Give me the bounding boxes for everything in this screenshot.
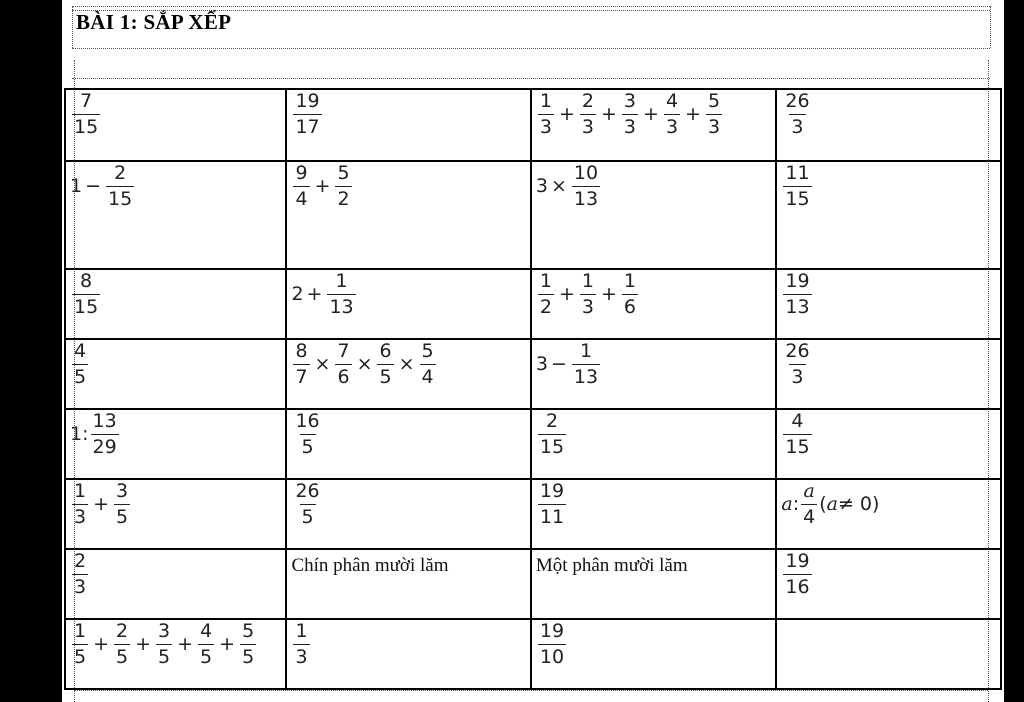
fraction-numerator: 5 — [421, 340, 434, 362]
fraction-numerator: 26 — [295, 480, 320, 502]
fraction — [72, 622, 88, 667]
fraction — [72, 482, 88, 527]
fraction-numerator: 9 — [295, 162, 308, 184]
fraction-denominator: 5 — [158, 646, 171, 668]
fraction — [706, 92, 722, 137]
math-expression — [781, 342, 813, 387]
math-expression — [536, 622, 568, 667]
table-cell — [776, 619, 1001, 689]
fraction-numerator: 4 — [74, 340, 87, 362]
fraction-numerator: 2 — [74, 550, 87, 572]
fraction-denominator: 15 — [108, 188, 133, 210]
math-operator: + — [643, 103, 659, 125]
fraction-numerator: 1 — [74, 620, 87, 642]
fraction — [293, 92, 321, 137]
fraction-numerator: 3 — [116, 480, 129, 502]
fraction — [106, 164, 134, 209]
math-expression — [781, 272, 813, 317]
fraction-denominator: 3 — [623, 116, 637, 138]
fraction-denominator: 13 — [329, 296, 354, 318]
fraction-numerator: 19 — [295, 90, 320, 112]
table-row — [65, 269, 1001, 339]
fraction — [156, 622, 172, 667]
math-operator: + — [219, 633, 236, 655]
math-expression — [536, 272, 640, 317]
table-cell — [286, 339, 530, 409]
table-cell — [65, 479, 286, 549]
fraction — [293, 342, 309, 387]
fraction-numerator: 26 — [785, 90, 810, 112]
fraction-numerator: 4 — [791, 410, 804, 432]
fraction — [327, 272, 355, 317]
math-expression — [536, 342, 602, 387]
fraction — [420, 342, 436, 387]
math-operator: + — [93, 633, 110, 655]
math-term: ( — [819, 493, 827, 515]
fraction-denominator: 17 — [295, 116, 320, 138]
table-border-bottom — [74, 690, 988, 691]
fraction — [72, 552, 88, 597]
fraction — [580, 92, 596, 137]
table-cell — [65, 339, 286, 409]
fraction-numerator: 2 — [545, 410, 559, 432]
fraction-numerator: 1 — [623, 270, 637, 292]
fraction-denominator: 3 — [791, 116, 804, 138]
fraction-denominator: 4 — [803, 506, 816, 528]
fraction — [293, 412, 321, 457]
math-expression — [536, 92, 724, 137]
fraction-denominator: 11 — [539, 506, 565, 528]
math-operator: × — [314, 353, 331, 375]
table-cell — [776, 339, 1001, 409]
fraction-numerator: 4 — [200, 620, 213, 642]
math-operator: + — [601, 283, 617, 305]
table-cell — [286, 269, 530, 339]
table-row — [65, 339, 1001, 409]
fraction — [783, 342, 811, 387]
table-cell — [776, 269, 1001, 339]
math-term: 2 — [291, 283, 304, 305]
fraction-numerator: 11 — [785, 162, 810, 184]
fraction — [114, 482, 130, 527]
fraction-numerator: 6 — [379, 340, 392, 362]
math-operator: + — [177, 633, 194, 655]
fraction-denominator: 7 — [295, 366, 308, 388]
math-term: 1: — [70, 423, 89, 445]
left-margin — [0, 0, 62, 702]
math-operator: + — [685, 103, 701, 125]
fraction — [538, 272, 554, 317]
table-cell — [65, 409, 286, 479]
fraction — [622, 272, 638, 317]
table-cell — [776, 549, 1001, 619]
fraction — [783, 552, 811, 597]
fraction-numerator: 10 — [573, 162, 599, 184]
fraction-numerator: 5 — [242, 620, 255, 642]
math-operator: + — [558, 283, 575, 305]
math-expression — [70, 622, 258, 667]
fraction-numerator: 1 — [579, 340, 593, 362]
math-expression — [70, 552, 90, 597]
math-operator: + — [306, 283, 323, 305]
math-expression — [70, 92, 102, 137]
fraction-numerator: 5 — [707, 90, 721, 112]
math-expression — [536, 412, 568, 457]
math-expression — [291, 342, 437, 387]
table-border-top — [72, 78, 990, 79]
fraction-numerator: 13 — [92, 410, 117, 432]
math-expression — [781, 482, 879, 527]
table-cell — [776, 161, 1001, 269]
math-expression — [291, 272, 357, 317]
cell-text: Một phân mười lăm — [535, 555, 688, 576]
math-operator: + — [601, 103, 617, 125]
fraction-numerator: 4 — [665, 90, 679, 112]
fraction-numerator: 5 — [337, 162, 350, 184]
math-operator: × — [550, 175, 567, 197]
fraction-numerator: 19 — [539, 620, 565, 642]
fraction-numerator: 19 — [539, 480, 565, 502]
fraction-denominator: 5 — [200, 646, 213, 668]
fraction-denominator: 5 — [379, 366, 392, 388]
table-cell — [65, 549, 286, 619]
fraction-denominator: 2 — [539, 296, 552, 318]
math-expression — [291, 164, 353, 209]
right-margin — [1004, 0, 1024, 702]
fraction — [72, 272, 100, 317]
math-expression — [70, 342, 90, 387]
fraction-numerator: 1 — [295, 620, 308, 642]
math-expression — [291, 622, 311, 667]
table-cell — [531, 339, 776, 409]
fraction — [538, 412, 566, 457]
math-expression — [536, 552, 688, 575]
fraction — [783, 164, 811, 209]
math-expression — [536, 164, 602, 209]
fraction-numerator: 8 — [80, 270, 93, 292]
math-operator: − — [550, 353, 567, 375]
fraction-denominator: 15 — [74, 116, 99, 138]
table-cell — [531, 549, 776, 619]
fraction-denominator: 3 — [791, 366, 804, 388]
fraction-denominator: 15 — [785, 188, 810, 210]
fraction-numerator: 1 — [335, 270, 348, 292]
fraction — [538, 622, 566, 667]
fraction-denominator: 3 — [74, 576, 87, 598]
header-border-right — [990, 6, 991, 48]
fraction-denominator: 15 — [539, 436, 565, 458]
table-cell — [286, 409, 530, 479]
table-cell — [286, 479, 530, 549]
table-cell — [286, 619, 530, 689]
fraction-denominator: 5 — [116, 646, 129, 668]
fraction-denominator: 4 — [421, 366, 434, 388]
fraction-numerator: 3 — [623, 90, 637, 112]
table-cell — [531, 409, 776, 479]
math-expression — [781, 92, 813, 137]
math-operator: + — [314, 175, 331, 197]
math-term: 3 — [535, 175, 548, 197]
fraction-numerator: 2 — [114, 162, 127, 184]
fraction-numerator: 1 — [74, 480, 87, 502]
fraction-numerator: 3 — [158, 620, 171, 642]
math-variable: a — [781, 493, 793, 515]
table-cell — [531, 479, 776, 549]
math-term: 3 — [535, 353, 548, 375]
fraction-table — [64, 88, 1002, 690]
fraction-denominator: 15 — [74, 296, 99, 318]
fraction-denominator: 3 — [581, 116, 594, 138]
fraction-numerator: 2 — [581, 90, 594, 112]
math-expression — [536, 482, 568, 527]
math-operator: − — [85, 175, 102, 197]
fraction-denominator: 5 — [74, 646, 87, 668]
math-expression — [781, 412, 813, 457]
math-expression — [291, 482, 323, 527]
math-expression — [70, 164, 136, 209]
math-operator: + — [135, 633, 152, 655]
fraction-numerator: a — [803, 480, 815, 502]
fraction — [198, 622, 214, 667]
fraction-denominator: 13 — [573, 188, 599, 210]
fraction-denominator: 16 — [785, 576, 810, 598]
document-page — [62, 0, 1004, 702]
header-border-bottom — [72, 48, 990, 49]
fraction — [240, 622, 256, 667]
header-border-left — [72, 6, 73, 48]
fraction-numerator: 7 — [337, 340, 350, 362]
table-row — [65, 161, 1001, 269]
section-title: BÀI 1: SẮP XẾP — [76, 10, 232, 34]
fraction — [801, 482, 817, 527]
fraction-numerator: 2 — [116, 620, 129, 642]
fraction-denominator: 5 — [301, 506, 314, 528]
fraction — [91, 412, 119, 457]
fraction — [293, 482, 321, 527]
cell-text: Chín phân mười lăm — [291, 555, 449, 576]
table-cell — [286, 549, 530, 619]
fraction — [783, 92, 811, 137]
fraction-denominator: 5 — [74, 366, 87, 388]
fraction-denominator: 4 — [295, 188, 308, 210]
fraction-denominator: 6 — [623, 296, 637, 318]
fraction-denominator: 15 — [785, 436, 810, 458]
fraction-denominator: 3 — [295, 646, 308, 668]
math-operator: × — [398, 353, 415, 375]
fraction-denominator: 5 — [116, 506, 129, 528]
fraction — [580, 272, 596, 317]
fraction — [335, 342, 351, 387]
fraction-numerator: 8 — [295, 340, 308, 362]
math-variable: a — [826, 493, 838, 515]
fraction-denominator: 6 — [337, 366, 350, 388]
fraction — [72, 92, 100, 137]
header-border-top — [72, 6, 990, 7]
table-cell — [286, 89, 530, 161]
table-cell — [531, 161, 776, 269]
fraction — [783, 412, 811, 457]
fraction-denominator: 3 — [74, 506, 87, 528]
fraction — [114, 622, 130, 667]
fraction — [377, 342, 393, 387]
table-cell — [531, 269, 776, 339]
math-expression — [291, 552, 448, 575]
table-cell — [65, 161, 286, 269]
fraction-numerator: 7 — [80, 90, 93, 112]
table-cell — [65, 89, 286, 161]
fraction-denominator: 13 — [573, 366, 599, 388]
fraction — [664, 92, 680, 137]
fraction — [572, 342, 600, 387]
table-row — [65, 89, 1001, 161]
table-row — [65, 479, 1001, 549]
fraction — [572, 164, 600, 209]
math-expression — [291, 412, 323, 457]
table-row — [65, 409, 1001, 479]
table-cell — [531, 619, 776, 689]
math-expression — [291, 92, 323, 137]
fraction-denominator: 3 — [665, 116, 679, 138]
math-expression — [70, 272, 102, 317]
math-term: 1 — [70, 175, 83, 197]
fraction — [293, 622, 309, 667]
math-term: : — [792, 493, 800, 515]
fraction-denominator: 13 — [785, 296, 810, 318]
fraction — [72, 342, 88, 387]
math-expression — [70, 482, 132, 527]
table-cell — [776, 479, 1001, 549]
fraction-denominator: 2 — [337, 188, 350, 210]
fraction-denominator: 3 — [707, 116, 721, 138]
fraction-numerator: 19 — [785, 550, 810, 572]
fraction-numerator: 1 — [539, 90, 552, 112]
table-cell — [531, 89, 776, 161]
fraction-numerator: 1 — [539, 270, 552, 292]
fraction — [538, 482, 566, 527]
fraction-denominator: 3 — [581, 296, 594, 318]
fraction-numerator: 16 — [295, 410, 320, 432]
table-cell — [776, 409, 1001, 479]
math-term: ≠ 0) — [837, 493, 880, 515]
table-row — [65, 549, 1001, 619]
fraction-denominator: 29 — [92, 436, 117, 458]
fraction — [622, 92, 638, 137]
math-operator: × — [356, 353, 373, 375]
table-cell — [65, 619, 286, 689]
math-operator: + — [558, 103, 575, 125]
fraction — [538, 92, 554, 137]
fraction-denominator: 3 — [539, 116, 552, 138]
math-operator: + — [93, 493, 110, 515]
table-row — [65, 619, 1001, 689]
math-expression — [781, 164, 813, 209]
fraction — [783, 272, 811, 317]
fraction-denominator: 5 — [301, 436, 314, 458]
fraction-numerator: 1 — [581, 270, 594, 292]
fraction-denominator: 10 — [539, 646, 565, 668]
math-expression — [781, 552, 813, 597]
fraction — [335, 164, 351, 209]
table-cell — [65, 269, 286, 339]
table-cell — [776, 89, 1001, 161]
table-cell — [286, 161, 530, 269]
fraction — [293, 164, 309, 209]
fraction-numerator: 19 — [785, 270, 810, 292]
fraction-denominator: 5 — [242, 646, 255, 668]
math-expression — [70, 412, 121, 457]
fraction-numerator: 26 — [785, 340, 810, 362]
